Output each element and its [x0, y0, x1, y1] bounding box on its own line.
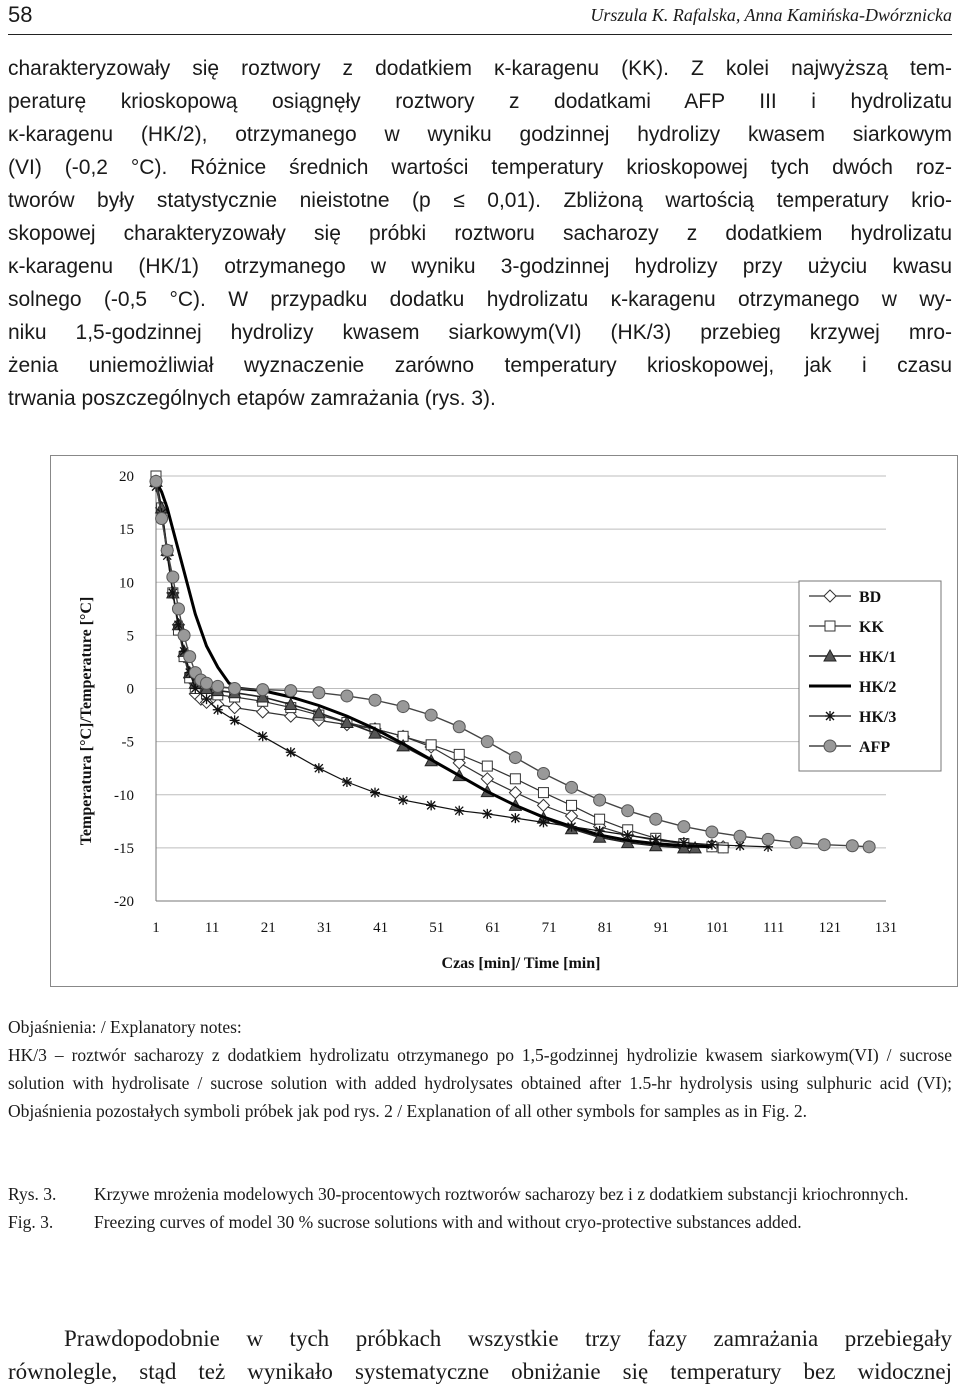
data-point: [258, 731, 268, 741]
y-tick-label: -5: [121, 734, 134, 751]
legend-label: BD: [859, 589, 882, 606]
legend-marker: [825, 711, 835, 721]
series-hk-3: [151, 482, 773, 852]
x-tick-label: 21: [260, 920, 276, 936]
data-point: [482, 809, 492, 819]
data-point: [229, 683, 241, 695]
legend-marker: [824, 740, 836, 752]
legend-label: KK: [859, 619, 884, 636]
x-tick-label: 51: [429, 920, 445, 936]
data-point: [790, 837, 802, 849]
data-point: [370, 788, 380, 798]
x-tick-label: 111: [762, 920, 785, 936]
data-point: [286, 747, 296, 757]
data-point: [734, 830, 746, 842]
data-point: [481, 773, 493, 785]
y-tick-label: 0: [126, 681, 134, 698]
notes-text: HK/3 – roztwór sacharozy z dodatkiem hydrolizatu otrzymanego po 1,5-godzinnej hydrolizie kwasem siarkowym(VI) / sucrose solution with hydrolisate / sucrose solution with added hydrolysates obtained after 1.5-hr hydrolysis using sulphuric acid (VI); Objaśnienia pozostałych symboli próbek jak pod rys. 2 / Explanation of all other symbols for samples as in Fig. 2.: [8, 1045, 952, 1121]
x-tick-label: 61: [485, 920, 501, 936]
data-point: [314, 763, 324, 773]
data-point: [172, 603, 184, 615]
figure-3-chart: [50, 455, 958, 987]
data-point: [538, 817, 548, 827]
data-point: [341, 690, 353, 702]
body-line: κ-karagenu (HK/1) otrzymanego w wyniku 3-godzinnej hydrolizy przy użyciu kwasu: [8, 255, 952, 278]
data-point: [622, 805, 634, 817]
running-head-authors: Urszula K. Rafalska, Anna Kamińska-Dwórznicka: [590, 5, 952, 25]
series-kk: [151, 471, 728, 853]
legend: [799, 581, 941, 771]
data-point: [650, 813, 662, 825]
x-tick-labels: [152, 920, 897, 936]
data-point: [567, 822, 577, 832]
series-lines: [150, 471, 875, 853]
body-line: κ-karagenu (HK/2), otrzymanego w wyniku godzinnej hydrolizy kwasem siarkowym: [8, 123, 952, 146]
data-point: [567, 800, 577, 810]
data-point: [678, 821, 690, 833]
data-point: [257, 684, 269, 696]
data-point: [762, 833, 774, 845]
series-line: [156, 481, 712, 847]
series-bd: [150, 475, 729, 853]
data-point: [679, 838, 689, 848]
x-tick-label: 31: [316, 920, 332, 936]
data-point: [150, 475, 162, 487]
body-line: Prawdopodobnie w tych próbkach wszystkie trzy fazy zamrażania przebiegały: [64, 1326, 952, 1351]
y-tick-label: 20: [119, 469, 134, 485]
data-point: [651, 834, 661, 844]
series-line: [156, 487, 768, 847]
data-point: [510, 813, 520, 823]
caption-text-english: Freezing curves of model 30 % sucrose solutions with and without cryo-protective substances added.: [94, 1212, 802, 1232]
y-tick-label: 5: [126, 628, 134, 645]
x-axis-label: Czas [min]/ Time [min]: [441, 955, 601, 972]
data-point: [595, 826, 605, 836]
data-point: [213, 705, 223, 715]
data-point: [453, 721, 465, 733]
data-point: [818, 839, 830, 851]
freezing-curves-chart: [51, 456, 957, 986]
data-point: [481, 736, 493, 748]
x-tick-label: 101: [706, 920, 729, 936]
data-point: [706, 826, 718, 838]
data-point: [510, 774, 520, 784]
x-tick-label: 11: [204, 920, 220, 936]
data-point: [482, 761, 492, 771]
x-tick-label: 41: [373, 920, 389, 936]
data-point: [398, 795, 408, 805]
legend-label: HK/3: [859, 709, 897, 726]
data-point: [509, 752, 521, 764]
x-tick-label: 91: [653, 920, 669, 936]
series-line: [156, 476, 723, 848]
data-point: [426, 740, 436, 750]
data-point: [257, 706, 269, 718]
legend-label: AFP: [859, 739, 891, 756]
explanatory-notes: [8, 1013, 952, 1125]
data-point: [594, 794, 606, 806]
body-line: solnego (-0,5 °C). W przypadku dodatku hydrolizatu κ-karagenu otrzymanego w wy-: [8, 288, 952, 311]
x-tick-label: 81: [597, 920, 613, 936]
data-point: [566, 781, 578, 793]
page-header: [8, 0, 952, 35]
data-point: [167, 571, 179, 583]
legend-label: HK/1: [859, 649, 897, 666]
data-point: [201, 677, 213, 689]
y-tick-label: -15: [114, 840, 134, 857]
data-point: [718, 843, 728, 853]
data-point: [285, 685, 297, 697]
body-line: trwania poszczególnych etapów zamrażania (rys. 3).: [8, 387, 496, 410]
caption-english: [8, 1208, 952, 1236]
notes-heading: Objaśnienia: / Explanatory notes:: [8, 1017, 242, 1037]
body-line: równolegle, stąd też wynikało systematyczne obniżanie się temperatury bez widocznej: [8, 1359, 952, 1384]
data-point: [425, 709, 437, 721]
data-point: [846, 840, 858, 852]
data-point: [342, 777, 352, 787]
data-point: [229, 702, 241, 714]
y-tick-label: 15: [119, 522, 134, 539]
data-point: [537, 768, 549, 780]
data-point: [863, 841, 875, 853]
body-paragraph: [8, 52, 952, 415]
data-point: [537, 799, 549, 811]
data-point: [313, 687, 325, 699]
body-line: niku 1,5-godzinnej hydrolizy kwasem siarkowym(VI) (HK/3) przebieg krzywej mro-: [8, 321, 952, 344]
data-point: [538, 788, 548, 798]
series-line: [156, 481, 723, 847]
body-line: tworów były statystycznie nieistotne (p ≤ 0,01). Zbliżoną wartością temperatury krio-: [8, 189, 952, 212]
y-tick-labels: [114, 469, 134, 910]
body-line: skopowej charakteryzowały się próbki roztworu sacharozy z dodatkiem hydrolizatu: [8, 222, 952, 245]
series-hk-2: [156, 481, 712, 847]
data-point: [212, 680, 224, 692]
data-point: [161, 544, 173, 556]
data-point: [566, 810, 578, 822]
data-point: [230, 715, 240, 725]
figure-caption: [8, 1180, 952, 1236]
x-tick-label: 131: [874, 920, 898, 936]
data-point: [369, 694, 381, 706]
page-number: 58: [8, 2, 33, 27]
data-point: [509, 787, 521, 799]
x-tick-label: 71: [541, 920, 557, 936]
data-point: [707, 840, 717, 850]
y-axis-label: Temperatura [°C]/Temperature [°C]: [78, 596, 95, 846]
continuation-paragraph: [8, 1322, 952, 1388]
body-line: żenia uniemożliwiał wyznaczenie zarówno temperatury krioskopowej, jak i czasu: [8, 354, 952, 377]
x-tick-label: 121: [818, 920, 842, 936]
data-point: [623, 830, 633, 840]
body-line: peraturę krioskopową osiągnęły roztwory z dodatkami AFP III i hydrolizatu: [8, 90, 952, 113]
body-line: (VI) (-0,2 °C). Różnice średnich wartości temperatury krioskopowej tych dwóch roz-: [8, 156, 952, 179]
data-point: [426, 800, 436, 810]
legend-label: HK/2: [859, 679, 897, 696]
y-tick-label: 10: [119, 575, 134, 592]
data-point: [454, 806, 464, 816]
caption-label-rys: Rys. 3.: [8, 1184, 57, 1204]
y-tick-label: -20: [114, 894, 134, 910]
x-tick-label: 1: [152, 920, 160, 936]
legend-marker: [825, 621, 835, 631]
series-hk-1: [150, 475, 701, 853]
data-point: [184, 651, 196, 663]
data-point: [202, 694, 212, 704]
body-line: charakteryzowały się roztwory z dodatkiem κ-karagenu (KK). Z kolei najwyższą tem-: [8, 57, 952, 80]
y-tick-label: -10: [114, 787, 134, 804]
data-point: [178, 629, 190, 641]
caption-label-fig: Fig. 3.: [8, 1212, 54, 1232]
series-line: [156, 481, 695, 848]
data-point: [156, 513, 168, 525]
caption-polish: [8, 1180, 952, 1208]
data-point: [595, 814, 605, 824]
data-point: [454, 749, 464, 759]
data-point: [397, 701, 409, 713]
caption-text-polish: Krzywe mrożenia modelowych 30-procentowych roztworów sacharozy bez i z dodatkiem substancji kriochronnych.: [94, 1184, 909, 1204]
